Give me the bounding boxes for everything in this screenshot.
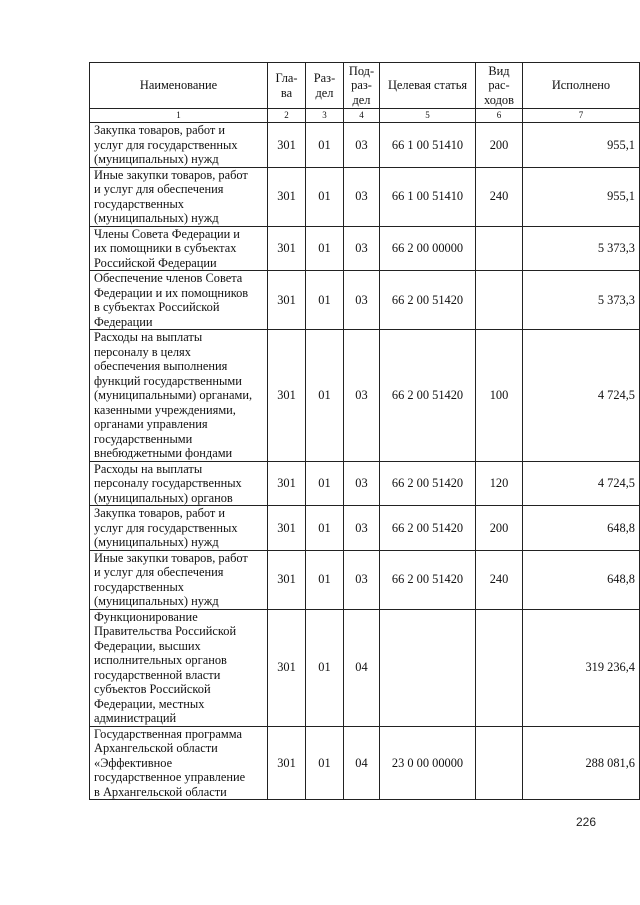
row-name-line: Федерации, высших bbox=[94, 638, 201, 653]
cell-glava: 301 bbox=[268, 550, 306, 609]
row-name-line: (муниципальных) нужд bbox=[94, 535, 219, 549]
table-row bbox=[90, 726, 640, 800]
cell-tselevaya: 66 2 00 51420 bbox=[380, 330, 476, 462]
cell-ispolneno: 955,1 bbox=[523, 123, 640, 168]
row-name-line: исполнительных органов bbox=[94, 653, 227, 667]
cell-tselevaya: 66 2 00 51420 bbox=[380, 271, 476, 330]
cell-vid: 240 bbox=[476, 167, 523, 226]
table-row bbox=[90, 609, 640, 726]
cell-tselevaya: 66 2 00 51420 bbox=[380, 506, 476, 551]
row-name-line: (муниципальных) нужд bbox=[94, 594, 219, 608]
row-name-line: государственных bbox=[94, 579, 185, 594]
table-row bbox=[90, 271, 640, 330]
header-vid bbox=[476, 63, 523, 109]
row-name-line: в Архангельской области bbox=[94, 784, 227, 799]
cell-ispolneno: 648,8 bbox=[523, 550, 640, 609]
header-podrazdel-line: раз- bbox=[351, 78, 372, 93]
row-name-line: Обеспечение членов Совета bbox=[94, 271, 243, 285]
cell-vid: 240 bbox=[476, 550, 523, 609]
cell-podrazdel: 03 bbox=[344, 271, 380, 330]
row-name-line: Федерации и их помощников bbox=[94, 285, 249, 300]
row-name-line: и услуг для обеспечения bbox=[94, 182, 224, 196]
cell-glava: 301 bbox=[268, 271, 306, 330]
row-name-line: администраций bbox=[94, 711, 177, 725]
cell-glava: 301 bbox=[268, 167, 306, 226]
cell-ispolneno: 955,1 bbox=[523, 167, 640, 226]
cell-razdel: 01 bbox=[306, 506, 344, 551]
cell-ispolneno: 5 373,3 bbox=[523, 271, 640, 330]
cell-podrazdel: 03 bbox=[344, 550, 380, 609]
cell-tselevaya: 66 1 00 51410 bbox=[380, 123, 476, 168]
row-name-line: Расходы на выплаты bbox=[94, 330, 203, 344]
cell-vid: 200 bbox=[476, 123, 523, 168]
header-vid-line: Вид bbox=[488, 63, 510, 78]
cell-ispolneno: 648,8 bbox=[523, 506, 640, 551]
row-name-line: Архангельской области bbox=[94, 741, 218, 755]
row-name bbox=[90, 123, 268, 168]
cell-podrazdel: 04 bbox=[344, 726, 380, 800]
cell-ispolneno: 5 373,3 bbox=[523, 226, 640, 271]
cell-glava: 301 bbox=[268, 123, 306, 168]
table-row bbox=[90, 550, 640, 609]
cell-vid bbox=[476, 609, 523, 726]
row-name-line: Функционирование bbox=[94, 609, 198, 624]
row-name-line: государственными bbox=[94, 431, 193, 446]
row-name-line: (муниципальных) органов bbox=[94, 490, 233, 505]
row-name-line: органами управления bbox=[94, 417, 208, 431]
header-podrazdel bbox=[344, 63, 380, 109]
table-row bbox=[90, 226, 640, 271]
row-name-line: Федерации, местных bbox=[94, 696, 205, 711]
row-name bbox=[90, 609, 268, 726]
row-name bbox=[90, 167, 268, 226]
cell-razdel: 01 bbox=[306, 167, 344, 226]
column-number: 6 bbox=[476, 109, 523, 123]
cell-vid: 100 bbox=[476, 330, 523, 462]
cell-ispolneno: 288 081,6 bbox=[523, 726, 640, 800]
row-name-line: государственной власти bbox=[94, 667, 221, 682]
cell-ispolneno: 319 236,4 bbox=[523, 609, 640, 726]
column-number: 3 bbox=[306, 109, 344, 123]
cell-razdel: 01 bbox=[306, 226, 344, 271]
cell-vid: 120 bbox=[476, 461, 523, 506]
cell-razdel: 01 bbox=[306, 123, 344, 168]
row-name-line: услуг для государственных bbox=[94, 137, 238, 152]
page-number: 226 bbox=[576, 815, 597, 829]
row-name-line: функций государственными bbox=[94, 373, 242, 388]
header-glava-line: Гла- bbox=[275, 71, 298, 85]
row-name-line: «Эффективное bbox=[94, 755, 173, 770]
cell-razdel: 01 bbox=[306, 726, 344, 800]
cell-vid bbox=[476, 726, 523, 800]
cell-vid bbox=[476, 271, 523, 330]
header-vid-line: рас- bbox=[488, 78, 510, 93]
cell-tselevaya: 66 2 00 51420 bbox=[380, 461, 476, 506]
cell-vid bbox=[476, 226, 523, 271]
cell-razdel: 01 bbox=[306, 461, 344, 506]
header-vid-line: ходов bbox=[484, 92, 514, 107]
cell-podrazdel: 03 bbox=[344, 167, 380, 226]
cell-glava: 301 bbox=[268, 609, 306, 726]
column-number: 4 bbox=[344, 109, 380, 123]
row-name-line: Закупка товаров, работ и bbox=[94, 123, 226, 137]
column-number: 1 bbox=[90, 109, 268, 123]
row-name-line: Иные закупки товаров, работ bbox=[94, 550, 248, 565]
cell-glava: 301 bbox=[268, 726, 306, 800]
cell-tselevaya: 66 1 00 51410 bbox=[380, 167, 476, 226]
cell-podrazdel: 04 bbox=[344, 609, 380, 726]
cell-podrazdel: 03 bbox=[344, 226, 380, 271]
header-ispolneno: Исполнено bbox=[523, 63, 640, 109]
cell-ispolneno: 4 724,5 bbox=[523, 330, 640, 462]
cell-glava: 301 bbox=[268, 506, 306, 551]
row-name bbox=[90, 550, 268, 609]
cell-podrazdel: 03 bbox=[344, 461, 380, 506]
header-glava bbox=[268, 63, 306, 109]
row-name-line: субъектов Российской bbox=[94, 682, 211, 696]
column-number: 5 bbox=[380, 109, 476, 123]
row-name-line: обеспечения выполнения bbox=[94, 359, 228, 373]
cell-tselevaya: 23 0 00 00000 bbox=[380, 726, 476, 800]
column-number: 2 bbox=[268, 109, 306, 123]
cell-podrazdel: 03 bbox=[344, 123, 380, 168]
row-name-line: Российской Федерации bbox=[94, 255, 217, 270]
row-name bbox=[90, 726, 268, 800]
table-row bbox=[90, 461, 640, 506]
header-row bbox=[90, 63, 640, 109]
row-name-line: их помощники в субъектах bbox=[94, 241, 237, 255]
cell-tselevaya: 66 2 00 00000 bbox=[380, 226, 476, 271]
row-name-line: персоналу в целях bbox=[94, 344, 191, 359]
table-row bbox=[90, 330, 640, 462]
row-name-line: (муниципальных) нужд bbox=[94, 211, 219, 225]
row-name bbox=[90, 461, 268, 506]
cell-razdel: 01 bbox=[306, 271, 344, 330]
table-row bbox=[90, 506, 640, 551]
row-name-line: Расходы на выплаты bbox=[94, 461, 203, 476]
row-name-line: в субъектах Российской bbox=[94, 300, 220, 314]
header-tselevaya: Целевая статья bbox=[380, 63, 476, 109]
row-name-line: Правительства Российской bbox=[94, 624, 237, 638]
cell-glava: 301 bbox=[268, 461, 306, 506]
header-name: Наименование bbox=[90, 63, 268, 109]
row-name-line: внебюджетными фондами bbox=[94, 446, 233, 460]
row-name bbox=[90, 506, 268, 551]
budget-table bbox=[89, 62, 640, 800]
table-row bbox=[90, 167, 640, 226]
cell-vid: 200 bbox=[476, 506, 523, 551]
column-number: 7 bbox=[523, 109, 640, 123]
header-glava-line: ва bbox=[280, 85, 293, 100]
row-name-line: Федерации bbox=[94, 314, 153, 329]
column-number-row bbox=[90, 109, 640, 123]
header-podrazdel-line: Под- bbox=[348, 63, 375, 78]
row-name-line: государственное управление bbox=[94, 770, 246, 784]
cell-tselevaya bbox=[380, 609, 476, 726]
row-name-line: услуг для государственных bbox=[94, 520, 238, 535]
row-name-line: и услуг для обеспечения bbox=[94, 565, 224, 579]
cell-glava: 301 bbox=[268, 330, 306, 462]
row-name bbox=[90, 330, 268, 462]
header-razdel-line: дел bbox=[315, 85, 334, 100]
header-podrazdel-line: дел bbox=[352, 92, 371, 107]
cell-razdel: 01 bbox=[306, 330, 344, 462]
row-name-line: государственных bbox=[94, 196, 185, 211]
row-name-line: Государственная программа bbox=[94, 726, 242, 741]
row-name-line: казенными учреждениями, bbox=[94, 402, 236, 417]
row-name bbox=[90, 226, 268, 271]
row-name-line: (муниципальными) органами, bbox=[94, 388, 253, 402]
row-name bbox=[90, 271, 268, 330]
cell-ispolneno: 4 724,5 bbox=[523, 461, 640, 506]
row-name-line: персоналу государственных bbox=[94, 476, 242, 490]
header-razdel bbox=[306, 63, 344, 109]
cell-razdel: 01 bbox=[306, 609, 344, 726]
cell-podrazdel: 03 bbox=[344, 330, 380, 462]
row-name-line: Закупка товаров, работ и bbox=[94, 506, 226, 520]
row-name-line: (муниципальных) нужд bbox=[94, 152, 219, 166]
cell-tselevaya: 66 2 00 51420 bbox=[380, 550, 476, 609]
row-name-line: Иные закупки товаров, работ bbox=[94, 167, 248, 182]
cell-podrazdel: 03 bbox=[344, 506, 380, 551]
header-razdel-line: Раз- bbox=[313, 71, 336, 85]
cell-razdel: 01 bbox=[306, 550, 344, 609]
row-name-line: Члены Совета Федерации и bbox=[94, 226, 240, 241]
cell-glava: 301 bbox=[268, 226, 306, 271]
table-row bbox=[90, 123, 640, 168]
